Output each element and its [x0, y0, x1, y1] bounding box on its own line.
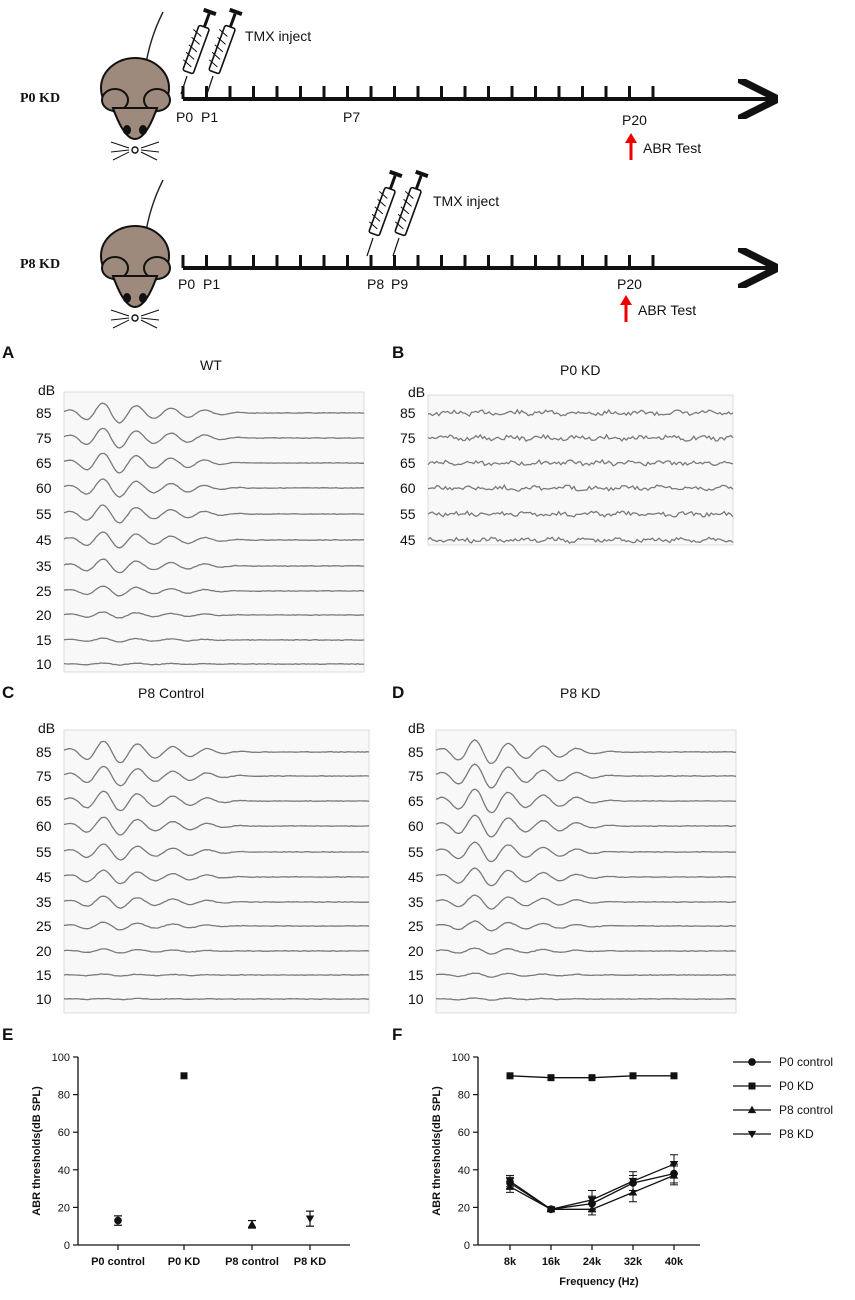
- day-label: P1: [201, 109, 219, 125]
- syringe-icon: [393, 170, 429, 256]
- db-level-label: 65: [408, 793, 424, 809]
- panel-title: P8 KD: [560, 685, 601, 701]
- db-unit-label: dB: [38, 382, 56, 398]
- db-level-label: 60: [36, 818, 52, 834]
- y-tick-label: 80: [457, 1089, 470, 1102]
- legend-label: P8 control: [779, 1103, 834, 1117]
- test-label: ABR Test: [643, 140, 702, 156]
- day-label: P7: [343, 109, 361, 125]
- panel-title: WT: [200, 357, 222, 373]
- legend-label: P0 KD: [779, 1079, 814, 1093]
- timeline-axis: [183, 255, 770, 268]
- db-level-label: 60: [400, 480, 416, 496]
- inject-label: TMX inject: [245, 28, 312, 44]
- data-point: [248, 1220, 256, 1227]
- db-level-label: 65: [36, 793, 52, 809]
- db-level-label: 55: [400, 506, 416, 522]
- data-point: [589, 1074, 596, 1081]
- db-level-label: 45: [36, 869, 52, 885]
- syringe-icon: [207, 8, 243, 94]
- db-level-label: 10: [408, 991, 424, 1007]
- row-label: P0 KD: [20, 91, 61, 106]
- panel-letter: C: [2, 683, 15, 702]
- timeline-row-p8kd: [20, 170, 770, 328]
- db-level-label: 10: [36, 991, 52, 1007]
- db-level-label: 75: [400, 430, 416, 446]
- db-level-label: 75: [36, 430, 52, 446]
- trace-area: [428, 395, 733, 545]
- day-label: P20: [617, 276, 642, 292]
- panel-letter: B: [392, 343, 405, 362]
- data-point: [670, 1161, 678, 1168]
- panel-letter: D: [392, 683, 405, 702]
- y-tick-label: 80: [57, 1089, 70, 1102]
- db-level-label: 85: [36, 744, 52, 760]
- red-arrow-icon: [625, 133, 637, 160]
- data-point: [114, 1217, 122, 1225]
- db-level-label: 55: [36, 844, 52, 860]
- day-label: P0: [178, 276, 196, 292]
- mouse-icon: [101, 12, 170, 160]
- y-tick-label: 60: [457, 1127, 470, 1140]
- x-tick-label: 24k: [582, 1256, 602, 1268]
- db-level-label: 85: [408, 744, 424, 760]
- db-unit-label: dB: [408, 384, 426, 400]
- data-point: [671, 1072, 678, 1079]
- db-level-label: 65: [400, 455, 416, 471]
- x-tick-label: 40k: [664, 1256, 684, 1268]
- chart-f: [392, 1025, 833, 1288]
- x-tick-label: P8 control: [225, 1256, 279, 1268]
- panel-letter: A: [2, 343, 15, 362]
- data-point: [748, 1058, 756, 1066]
- inject-label: TMX inject: [433, 193, 500, 209]
- db-level-label: 25: [36, 918, 52, 934]
- y-tick-label: 0: [63, 1240, 70, 1252]
- x-tick-label: P0 control: [91, 1256, 145, 1268]
- y-tick-label: 40: [457, 1164, 470, 1177]
- x-tick-label: 32k: [623, 1256, 643, 1268]
- db-level-label: 20: [408, 943, 424, 959]
- db-level-label: 20: [36, 943, 52, 959]
- db-level-label: 60: [408, 818, 424, 834]
- data-point: [548, 1074, 555, 1081]
- panel-title: P0 KD: [560, 362, 601, 378]
- legend-label: P8 KD: [779, 1127, 814, 1141]
- db-level-label: 25: [408, 918, 424, 934]
- x-axis-label: Frequency (Hz): [559, 1276, 639, 1288]
- panel-d: [392, 683, 736, 1013]
- data-point: [181, 1072, 188, 1079]
- y-tick-label: 100: [51, 1052, 70, 1064]
- mouse-icon: [101, 180, 170, 328]
- legend-label: P0 control: [779, 1055, 834, 1069]
- y-axis-label: ABR thresholds(dB SPL): [431, 1086, 443, 1216]
- db-level-label: 35: [408, 894, 424, 910]
- db-level-label: 20: [36, 607, 52, 623]
- timeline-row-p0kd: [20, 8, 770, 160]
- panel-b: [392, 343, 733, 548]
- db-level-label: 45: [400, 532, 416, 548]
- db-level-label: 75: [408, 768, 424, 784]
- x-tick-label: P8 KD: [293, 1256, 327, 1268]
- db-level-label: 75: [36, 768, 52, 784]
- db-level-label: 35: [36, 558, 52, 574]
- data-point: [749, 1083, 756, 1090]
- panel-a: [2, 343, 364, 672]
- y-axis-label: ABR thresholds(dB SPL): [31, 1086, 43, 1216]
- db-level-label: 55: [408, 844, 424, 860]
- day-label: P0: [176, 109, 194, 125]
- row-label: P8 KD: [20, 257, 61, 272]
- data-point: [507, 1072, 514, 1079]
- db-level-label: 65: [36, 455, 52, 471]
- data-point: [306, 1216, 314, 1223]
- data-point: [630, 1072, 637, 1079]
- y-tick-label: 0: [463, 1240, 470, 1252]
- db-level-label: 15: [408, 967, 424, 983]
- day-label: P1: [203, 276, 221, 292]
- db-level-label: 60: [36, 480, 52, 496]
- test-label: ABR Test: [638, 302, 697, 318]
- y-tick-label: 20: [57, 1202, 70, 1215]
- chart-e: [2, 1025, 350, 1268]
- x-tick-label: 8k: [503, 1256, 517, 1268]
- timeline-axis: [183, 86, 770, 99]
- y-tick-label: 60: [57, 1127, 70, 1140]
- db-level-label: 25: [36, 583, 52, 599]
- day-label: P9: [391, 276, 409, 292]
- panel-c: [2, 683, 369, 1013]
- red-arrow-icon: [620, 295, 632, 322]
- panel-letter: E: [2, 1025, 14, 1044]
- db-level-label: 45: [36, 532, 52, 548]
- db-unit-label: dB: [408, 720, 426, 736]
- db-level-label: 10: [36, 656, 52, 672]
- y-tick-label: 100: [451, 1052, 470, 1064]
- day-label: P8: [367, 276, 385, 292]
- db-level-label: 15: [36, 632, 52, 648]
- panel-letter: F: [392, 1025, 403, 1044]
- y-tick-label: 20: [457, 1202, 470, 1215]
- db-level-label: 15: [36, 967, 52, 983]
- db-level-label: 45: [408, 869, 424, 885]
- x-tick-label: P0 KD: [167, 1256, 201, 1268]
- db-level-label: 35: [36, 894, 52, 910]
- panel-title: P8 Control: [138, 685, 205, 701]
- db-level-label: 85: [400, 405, 416, 421]
- day-label: P20: [622, 112, 647, 128]
- y-tick-label: 40: [57, 1164, 70, 1177]
- x-tick-label: 16k: [541, 1256, 561, 1268]
- db-level-label: 85: [36, 405, 52, 421]
- db-level-label: 55: [36, 506, 52, 522]
- db-unit-label: dB: [38, 720, 56, 736]
